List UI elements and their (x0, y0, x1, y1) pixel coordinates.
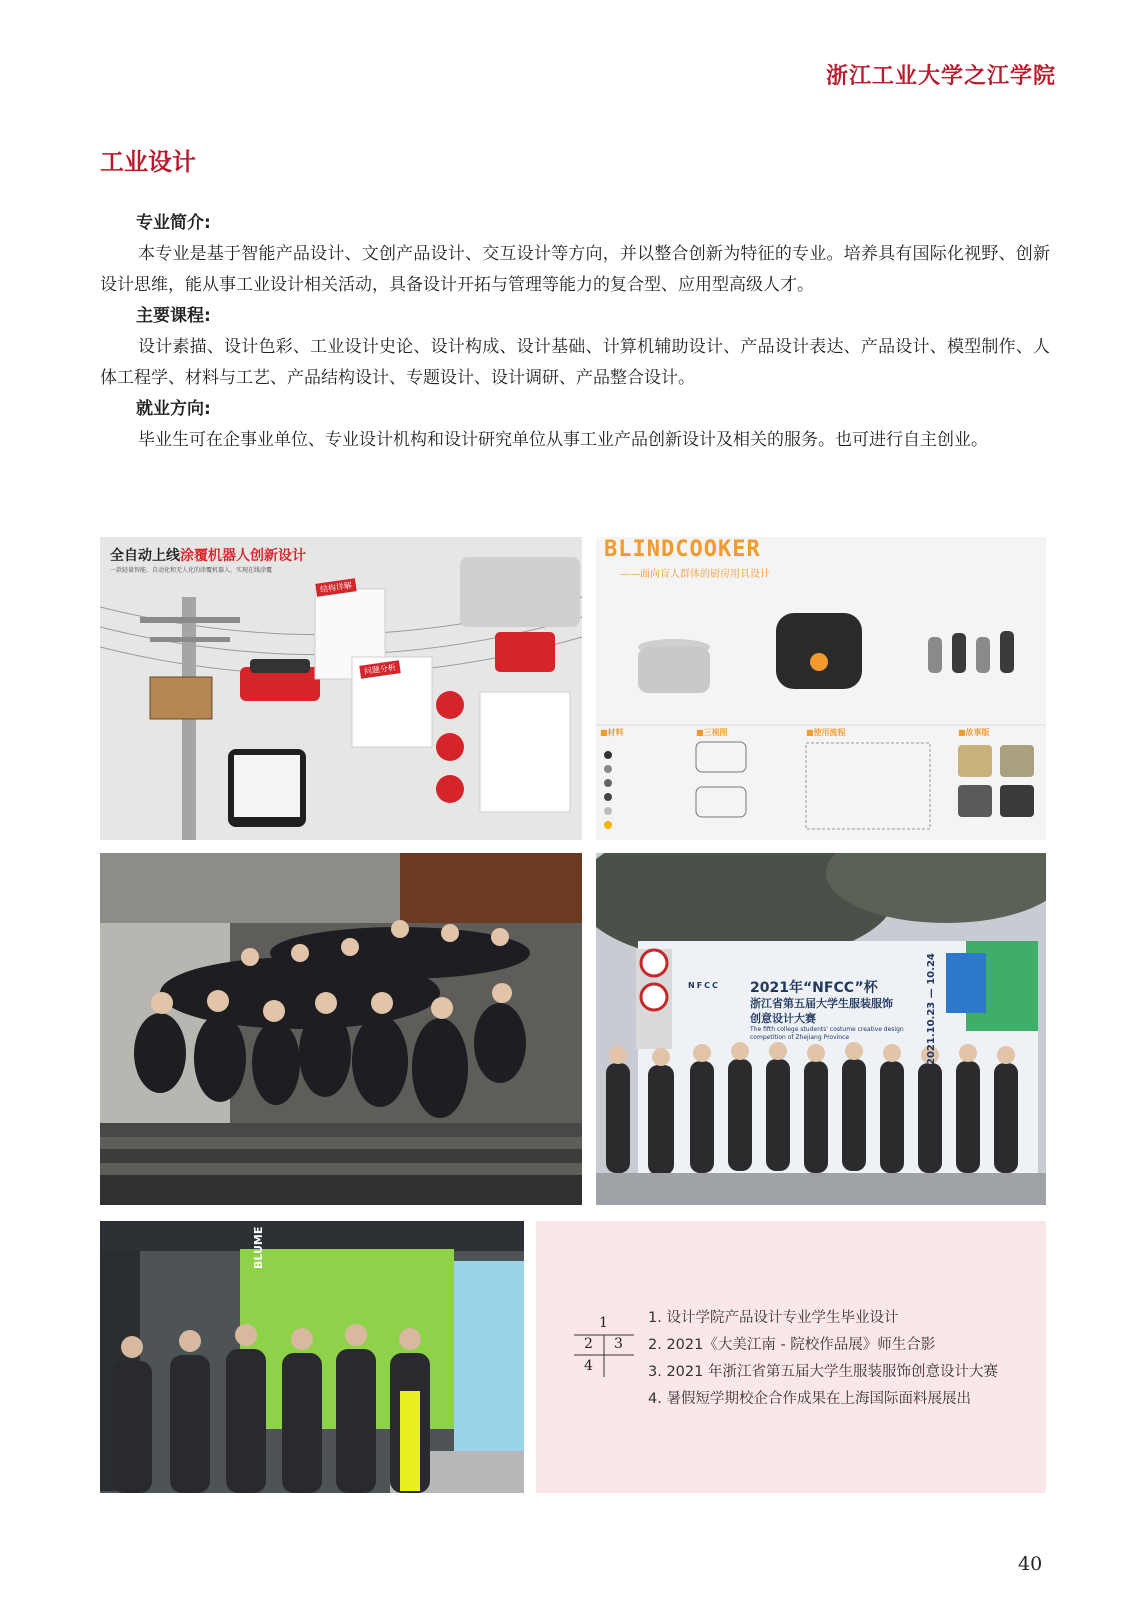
caption-item: 2. 2021《大美江南 - 院校作品展》师生合影 (648, 1337, 936, 1353)
expo-photo-illustration (100, 1221, 524, 1493)
logo-text: 浙江工业大学之江学院 (826, 62, 1057, 89)
product-illustration (596, 537, 1046, 840)
nfcc-title-line1: 2021年“NFCC”杯 (750, 980, 878, 996)
profile-heading: 专业简介: (136, 213, 211, 233)
group-photo-illustration (100, 853, 582, 1205)
page-number: 40 (1018, 1553, 1043, 1575)
caption-item: 1. 设计学院产品设计专业学生毕业设计 (648, 1310, 899, 1326)
poster-title (110, 545, 306, 565)
blindcooker-brand: BLINDCOOKER (604, 537, 761, 562)
poster-analysis-label: 问题分析 (359, 660, 400, 678)
caption-item: 3. 2021 年浙江省第五届大学生服装服饰创意设计大赛 (648, 1364, 998, 1380)
photo-blindcooker-poster (596, 537, 1046, 840)
index-1: 1 (599, 1315, 608, 1331)
blindcooker-subtitle: ——面向盲人群体的厨房用具设计 (620, 569, 770, 580)
photo-coating-robot-poster (100, 537, 582, 840)
courses-text: 设计素描、设计色彩、工业设计史论、设计构成、设计基础、计算机辅助设计、产品设计表达、产品设计、模型制作、人体工程学、材料与工艺、产品结构设计、专题设计、设计调研、产品整合设计。 (100, 337, 1050, 388)
three-views-label: ■三视图 (696, 728, 728, 737)
career-text: 毕业生可在企事业单位、专业设计机构和设计研究单位从事工业产品创新设计及相关的服务。也可进行自主创业。 (138, 430, 988, 450)
index-2: 2 (584, 1336, 593, 1352)
index-3: 3 (614, 1336, 623, 1352)
career-heading: 就业方向: (136, 399, 211, 419)
poster-title-highlight: 涂覆机器人创新设计 (180, 548, 306, 564)
photo-fabric-expo (100, 1221, 524, 1493)
photo-nfcc-competition (596, 853, 1046, 1205)
photo-exhibition-group (100, 853, 582, 1205)
expo-booth-text: BLUME (252, 1226, 265, 1269)
poster-subtitle: 一款轻量智能、自动化和无人化的涂覆机器人，实现在线涂覆 (110, 567, 273, 574)
nfcc-english-line1: The fifth college students' costume creative design (750, 1026, 904, 1033)
poster-title-prefix: 全自动上线 (110, 548, 180, 564)
photo-index-diagram (572, 1315, 636, 1395)
nfcc-brand: NFCC (688, 981, 720, 990)
nfcc-title-line3: 创意设计大赛 (750, 1012, 816, 1025)
process-label: ■使用流程 (806, 728, 846, 737)
section-title: 工业设计 (100, 148, 196, 176)
nfcc-title-line2: 浙江省第五届大学生服装服饰 (750, 997, 893, 1010)
university-logo (818, 58, 1057, 90)
program-intro (100, 208, 1050, 456)
storyboard-label: ■故事版 (958, 728, 990, 737)
materials-label: ■材料 (600, 728, 624, 737)
courses-heading: 主要课程: (136, 306, 211, 326)
index-4: 4 (584, 1358, 593, 1374)
nfcc-english-line2: competition of Zhejiang Province (750, 1034, 850, 1041)
nfcc-dates: 2021.10.23 — 10.24 (926, 953, 937, 1065)
caption-item: 4. 暑假短学期校企合作成果在上海国际面料展展出 (648, 1391, 971, 1407)
photo-caption-box (536, 1221, 1046, 1493)
poster-structure-label: 结构详解 (315, 578, 356, 596)
caption-list (648, 1305, 998, 1413)
profile-text: 本专业是基于智能产品设计、文创产品设计、交互设计等方向，并以整合创新为特征的专业。培养具有国际化视野、创新设计思维，能从事工业设计相关活动，具备设计开拓与管理等能力的复合型、应用型高级人才。 (100, 244, 1050, 295)
